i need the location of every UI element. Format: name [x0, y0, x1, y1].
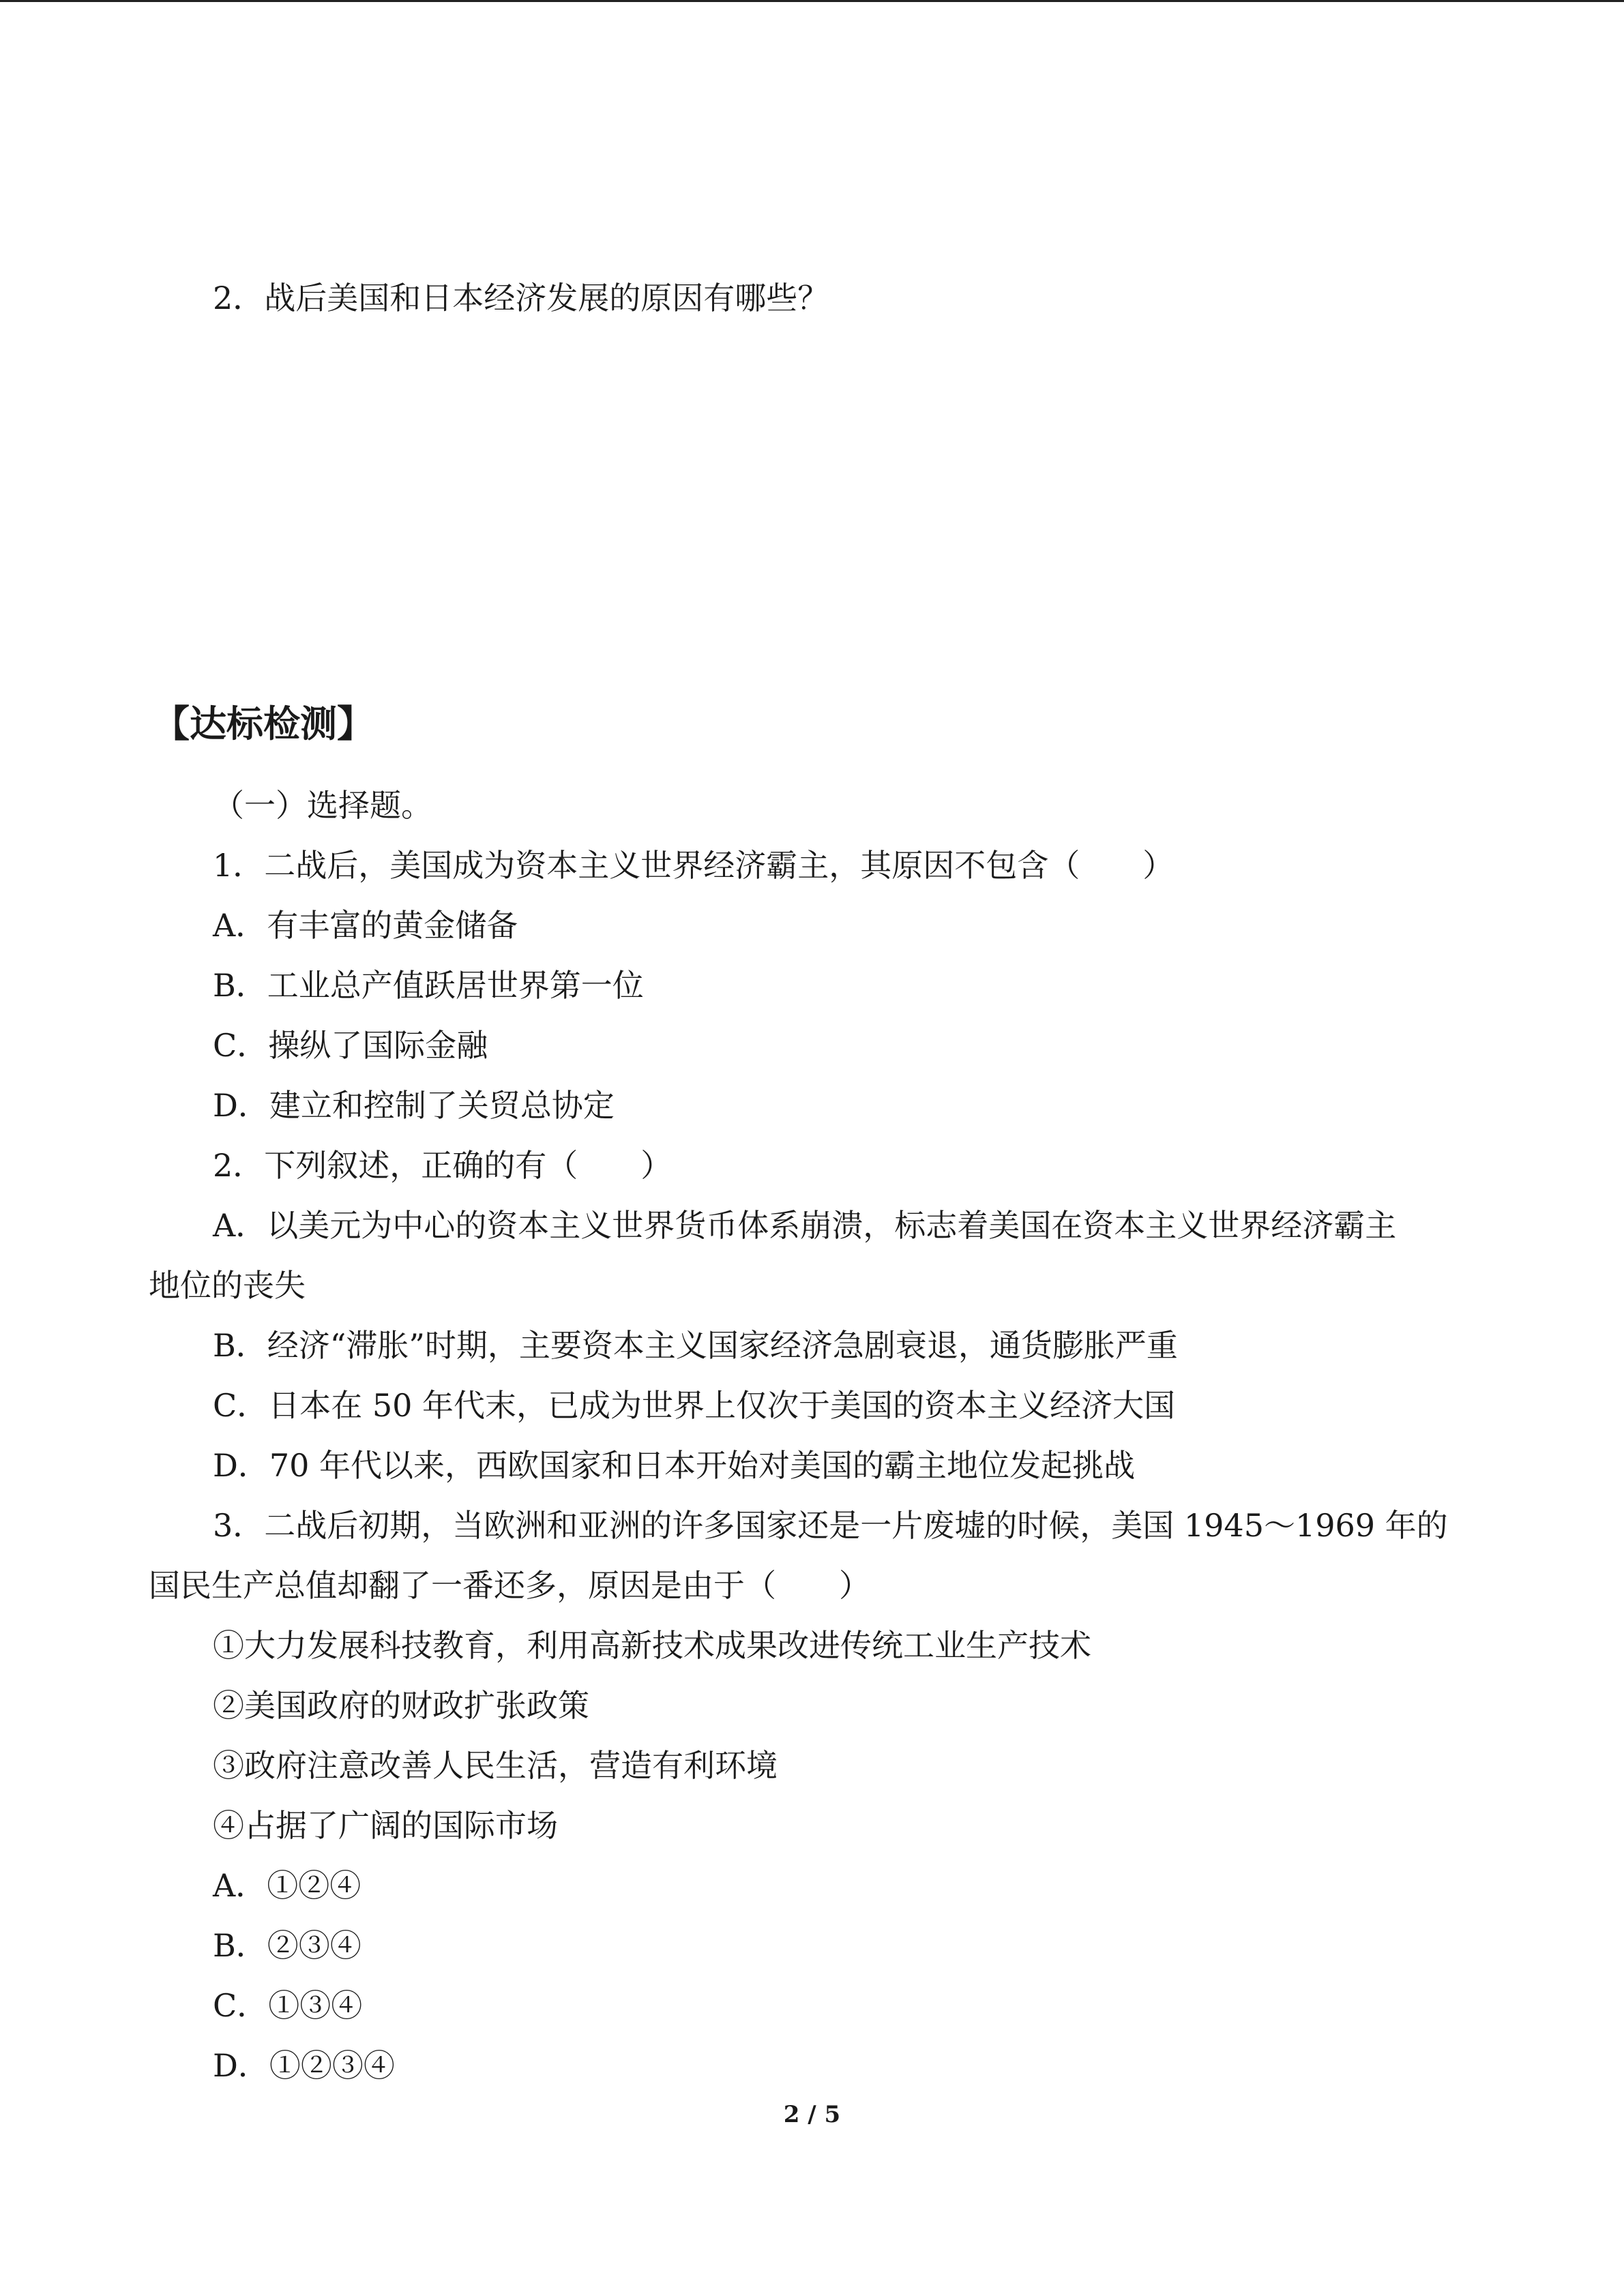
q3-item-1: ①大力发展科技教育，利用高新技术成果改进传统工业生产技术	[213, 1627, 1091, 1664]
q3-item-3: ③政府注意改善人民生活，营造有利环境	[213, 1747, 778, 1784]
part-title: （一）选择题。	[213, 787, 432, 824]
open-question-2: 2．战后美国和日本经济发展的原因有哪些？	[213, 280, 829, 316]
page-number: 2 / 5	[783, 2101, 841, 2128]
q3-option-d: D．①②③④	[213, 2047, 395, 2084]
q3-stem-line2: 国民生产总值却翻了一番还多，原因是由于（ ）	[149, 1567, 870, 1604]
q3-option-a: A．①②④	[213, 1867, 361, 1904]
q2-option-b: B．经济“滞胀”时期，主要资本主义国家经济急剧衰退，通货膨胀严重	[213, 1327, 1178, 1364]
q2-option-c: C．日本在 50 年代末，已成为世界上仅次于美国的资本主义经济大国	[213, 1387, 1175, 1424]
q3-stem-line1: 3．二战后初期，当欧洲和亚洲的许多国家还是一片废墟的时候，美国 1945～1969 年的	[213, 1507, 1448, 1544]
q1-option-a: A．有丰富的黄金储备	[213, 907, 518, 944]
q1-option-c: C．操纵了国际金融	[213, 1027, 488, 1064]
section-heading: 【达标检测】	[153, 702, 374, 745]
q2-stem: 2．下列叙述，正确的有（ ）	[213, 1147, 673, 1184]
q3-item-4: ④占据了广阔的国际市场	[213, 1807, 558, 1844]
q3-option-b: B．②③④	[213, 1927, 361, 1964]
q3-option-c: C．①③④	[213, 1987, 363, 2024]
q3-item-2: ②美国政府的财政扩张政策	[213, 1687, 589, 1724]
q1-option-d: D．建立和控制了关贸总协定	[213, 1087, 615, 1124]
q2-option-d: D．70 年代以来，西欧国家和日本开始对美国的霸主地位发起挑战	[213, 1447, 1136, 1484]
q1-stem: 1．二战后，美国成为资本主义世界经济霸主，其原因不包含（ ）	[213, 847, 1175, 884]
q2-option-a-line1: A．以美元为中心的资本主义世界货币体系崩溃，标志着美国在资本主义世界经济霸主	[213, 1207, 1397, 1244]
q1-option-b: B．工业总产值跃居世界第一位	[213, 967, 644, 1004]
q2-option-a-line2: 地位的丧失	[149, 1267, 306, 1304]
